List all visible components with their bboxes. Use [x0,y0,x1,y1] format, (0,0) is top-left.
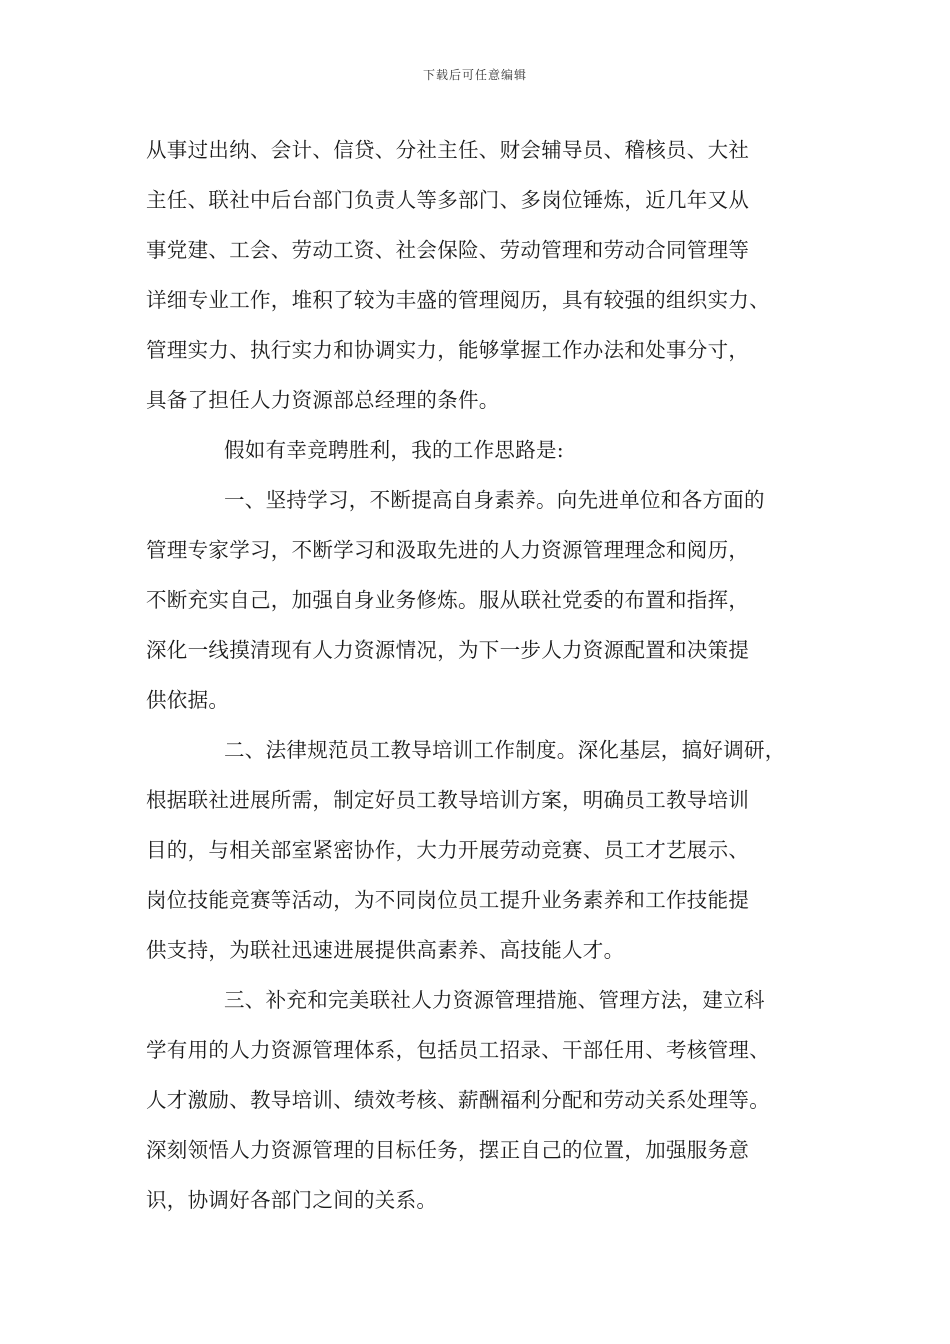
paragraph-start-line: 二、法律规范员工教导培训工作制度。深化基层，搞好调研， [224,738,786,762]
text-line: 供依据。 [146,688,230,712]
text-line: 深刻领悟人力资源管理的目标任务，摆正自己的位置，加强服务意 [146,1138,750,1162]
text-line: 根据联社进展所需，制定好员工教导培训方案，明确员工教导培训 [146,788,750,812]
text-line: 人才激励、教导培训、绩效考核、薪酬福利分配和劳动关系处理等。 [146,1088,770,1112]
text-line: 不断充实自己，加强自身业务修炼。服从联社党委的布置和指挥， [146,588,750,612]
paragraph-start-line: 假如有幸竞聘胜利，我的工作思路是: [224,438,565,462]
text-line: 识，协调好各部门之间的关系。 [146,1188,438,1212]
page-header: 下载后可任意编辑 [422,68,527,82]
text-line: 主任、联社中后台部门负责人等多部门、多岗位锤炼，近几年又从 [146,188,750,212]
text-line: 详细专业工作，堆积了较为丰盛的管理阅历，具有较强的组织实力、 [146,288,770,312]
paragraph-start-line: 三、补充和完美联社人力资源管理措施、管理方法，建立科 [224,988,765,1012]
paragraph-start-line: 一、坚持学习，不断提高自身素养。向先进单位和各方面的 [224,488,765,512]
text-line: 岗位技能竞赛等活动，为不同岗位员工提升业务素养和工作技能提 [146,888,750,912]
text-line: 管理实力、执行实力和协调实力，能够掌握工作办法和处事分寸， [146,338,750,362]
text-line: 目的，与相关部室紧密协作，大力开展劳动竞赛、员工才艺展示、 [146,838,750,862]
text-line: 管理专家学习，不断学习和汲取先进的人力资源管理理念和阅历， [146,538,750,562]
text-line: 学有用的人力资源管理体系，包括员工招录、干部任用、考核管理、 [146,1038,770,1062]
text-line: 事党建、工会、劳动工资、社会保险、劳动管理和劳动合同管理等 [146,238,750,262]
document-body [146,132,826,1232]
text-line: 具备了担任人力资源部总经理的条件。 [146,388,500,412]
text-line: 从事过出纳、会计、信贷、分社主任、财会辅导员、稽核员、大社 [146,138,750,162]
text-line: 供支持，为联社迅速进展提供高素养、高技能人才。 [146,938,625,962]
text-line: 深化一线摸清现有人力资源情况，为下一步人力资源配置和决策提 [146,638,750,662]
